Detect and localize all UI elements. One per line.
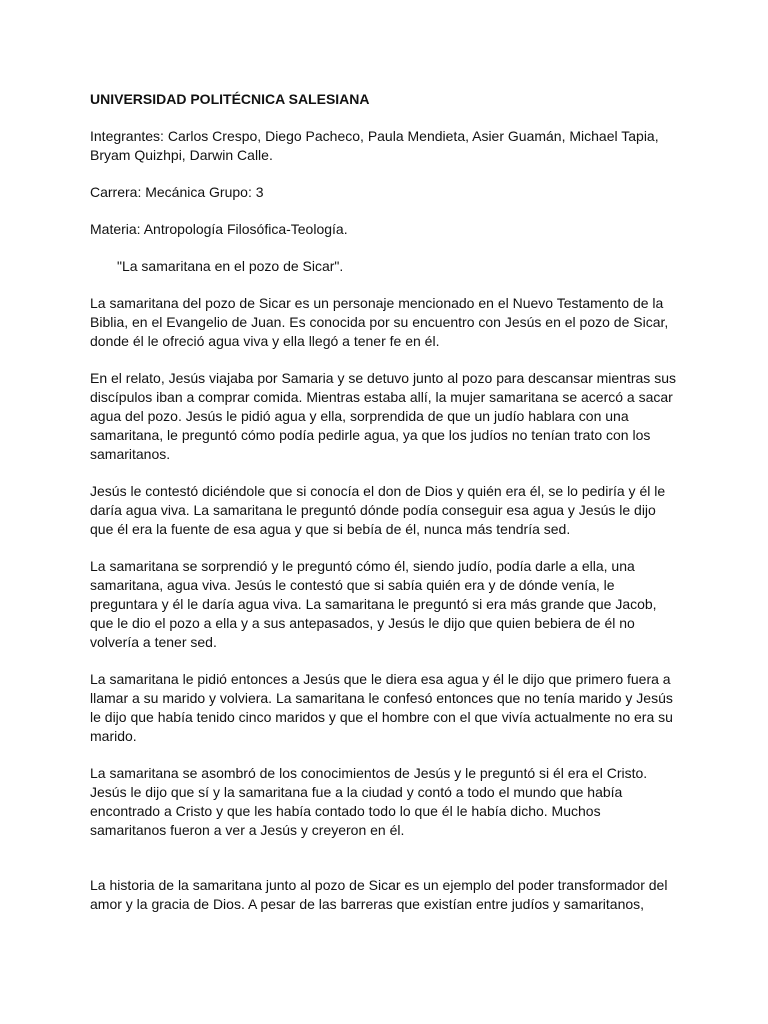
- document-title: UNIVERSIDAD POLITÉCNICA SALESIANA: [90, 91, 370, 107]
- paragraph-7: La historia de la samaritana junto al pozo de Sicar es un ejemplo del poder transformador del amor y la gracia de Dios. A pesar de las barreras que existían entre judíos y samaritanos,: [90, 877, 668, 912]
- paragraph-3: Jesús le contestó diciéndole que si conocía el don de Dios y quién era él, se lo pediría y él le daría agua viva. La samaritana le preguntó dónde podía conseguir esa agua y Jesús le dijo que él era la fuente de esa agua y que si bebía de él, nunca más tendría sed.: [90, 483, 666, 537]
- paragraph-2: En el relato, Jesús viajaba por Samaria y se detuvo junto al pozo para descansar mientras sus discípulos iban a comprar comida. Mientras estaba allí, la mujer samaritana se acercó a sacar agua del pozo. Jesús le pidió agua y ella, sorprendida de que un judío hablara con una samaritana, le preguntó cómo podía pedirle agua, ya que los judíos no tenían trato con los samaritanos.: [90, 370, 676, 462]
- paragraph-1: La samaritana del pozo de Sicar es un personaje mencionado en el Nuevo Testamento de la Biblia, en el Evangelio de Juan. Es conocida por su encuentro con Jesús en el pozo de Sicar, donde él le ofreció agua viva y ella llegó a tener fe en él.: [90, 295, 669, 349]
- carrera-line: Carrera: Mecánica Grupo: 3: [90, 184, 264, 200]
- paragraph-4: La samaritana se sorprendió y le preguntó cómo él, siendo judío, podía darle a ella, una samaritana, agua viva. Jesús le contestó que si sabía quién era y de dónde venía, le preguntara y él le daría agua viva. La samaritana le preguntó si era más grande que Jacob, que le dio el pozo a ella y a sus antepasados, y Jesús le dijo que quien bebiera de él no volvería a tener sed.: [90, 558, 657, 650]
- paragraph-6: La samaritana se asombró de los conocimientos de Jesús y le preguntó si él era el Cristo. Jesús le dijo que sí y la samaritana fue a la ciudad y contó a todo el mundo que había encontrado a Cristo y que les había contado todo lo que él le había dicho. Muchos samaritanos fueron a ver a Jesús y creyeron en él.: [90, 765, 648, 838]
- integrantes-line: Integrantes: Carlos Crespo, Diego Pacheco, Paula Mendieta, Asier Guamán, Michael Tapia, Bryam Quizhpi, Darwin Calle.: [90, 128, 659, 163]
- document-page: [90, 90, 680, 932]
- essay-title: "La samaritana en el pozo de Sicar".: [117, 258, 344, 274]
- materia-line: Materia: Antropología Filosófica-Teología.: [90, 221, 348, 237]
- paragraph-5: La samaritana le pidió entonces a Jesús que le diera esa agua y él le dijo que primero fuera a llamar a su marido y volviera. La samaritana le confesó entonces que no tenía marido y Jesús le dijo que había tenido cinco maridos y que el hombre con el que vivía actualmente no era su marido.: [90, 671, 673, 744]
